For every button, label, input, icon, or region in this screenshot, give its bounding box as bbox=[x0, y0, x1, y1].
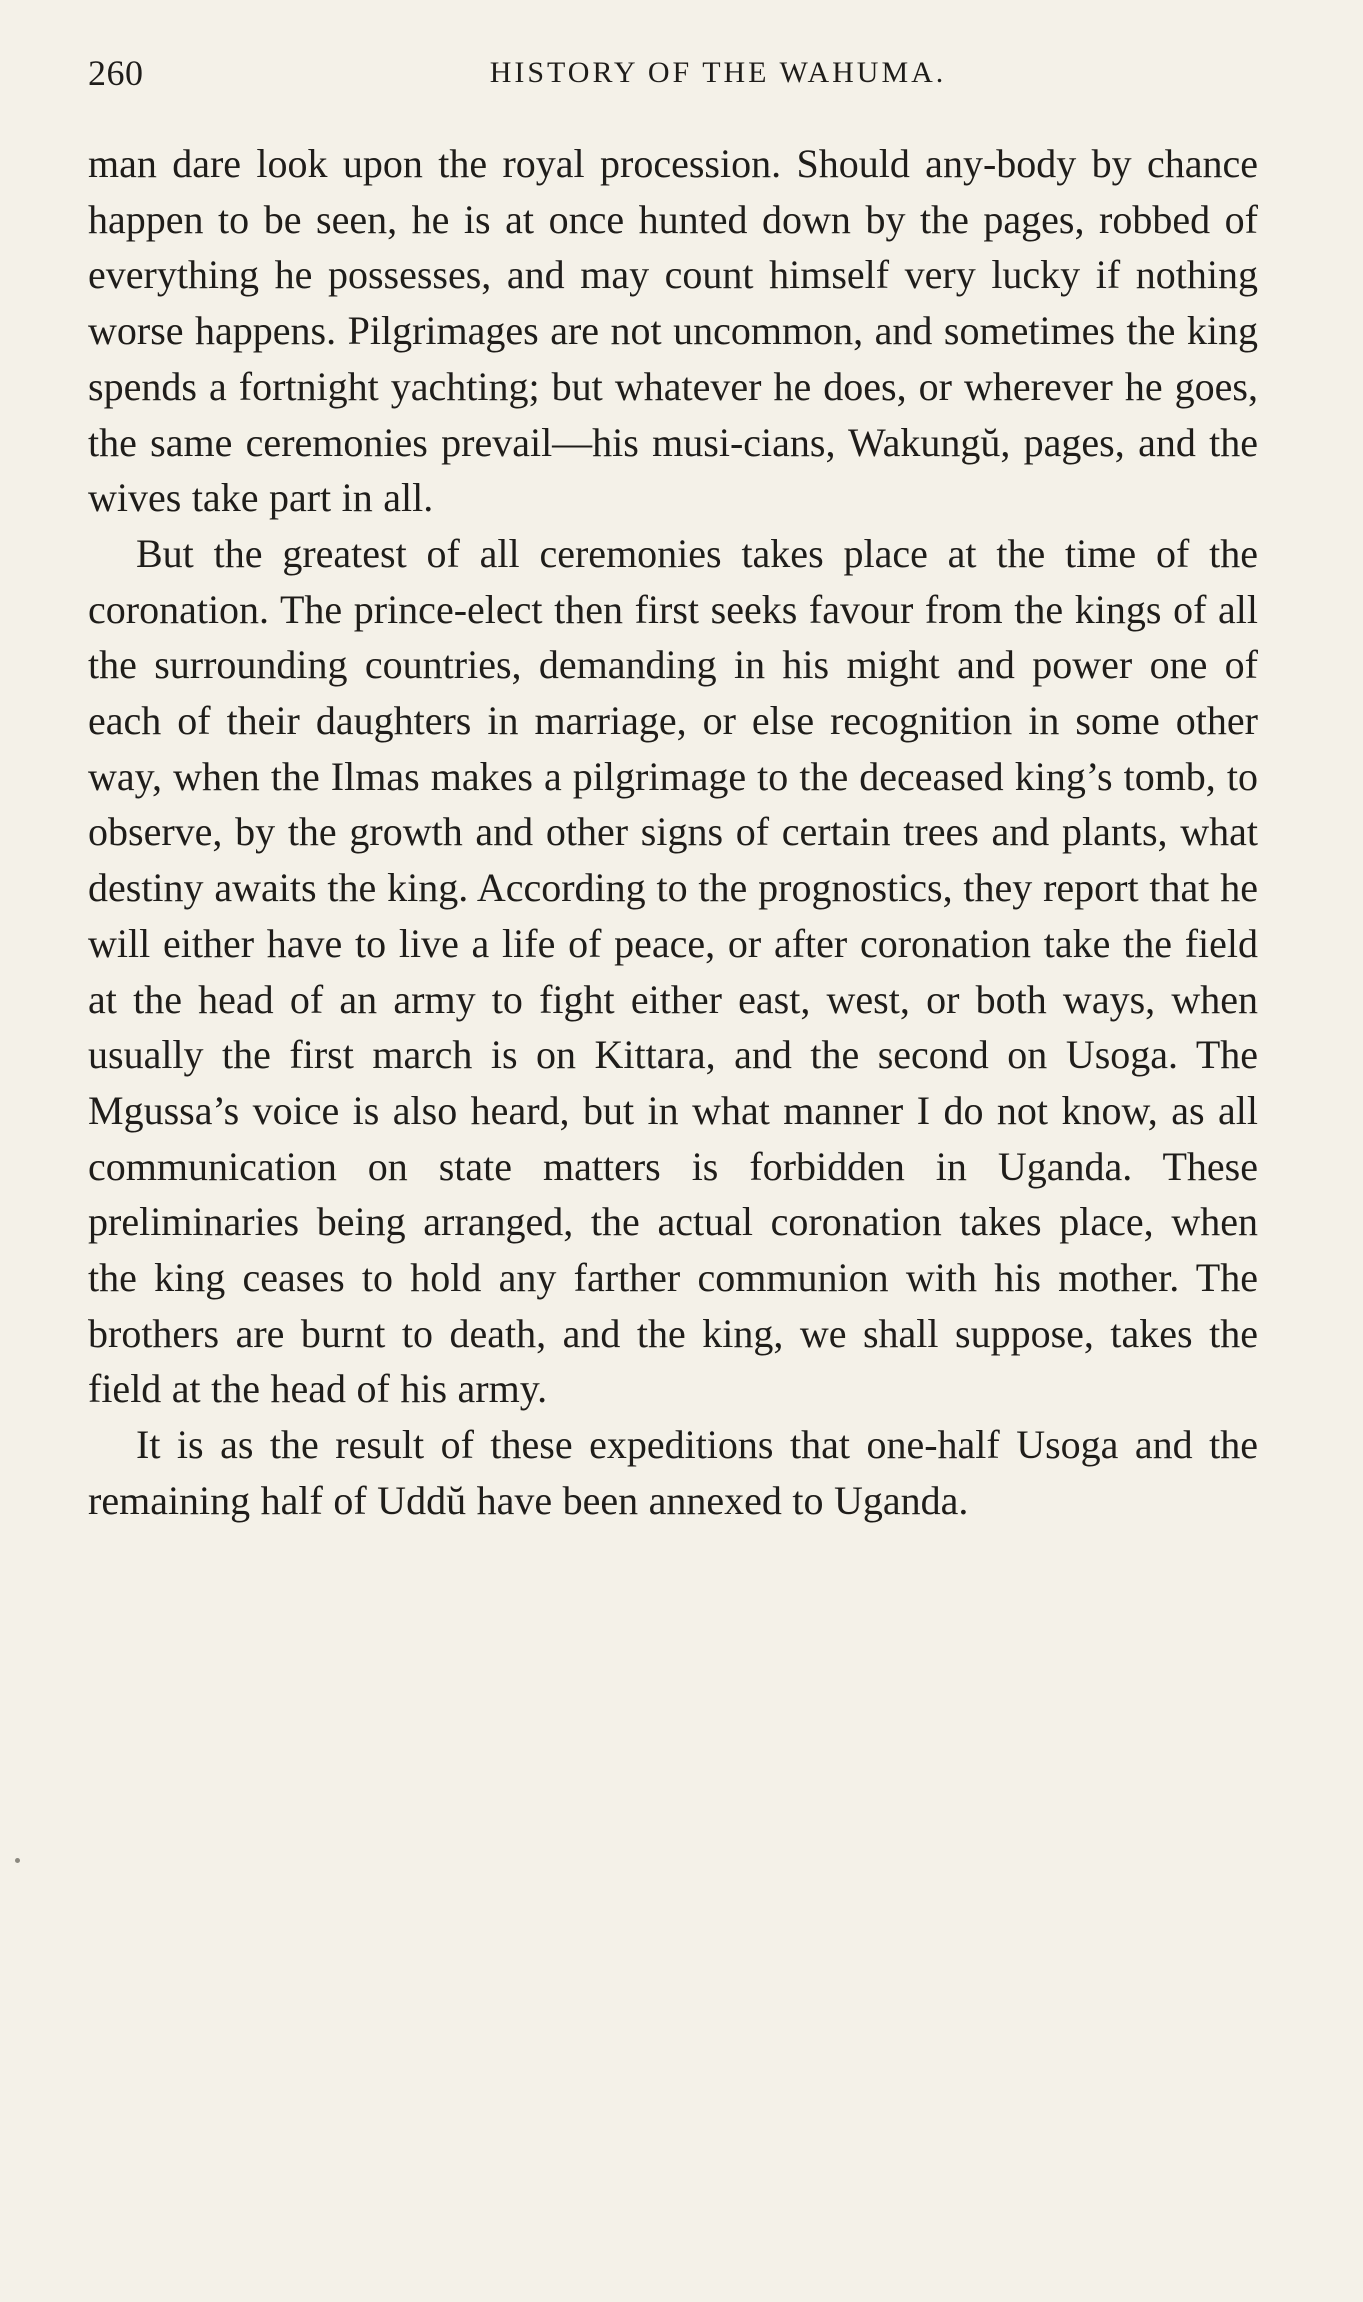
running-head bbox=[88, 48, 1263, 98]
paragraph-3: It is as the result of these expeditions that one-half Usoga and the remaining half of Uddŭ have been annexed to Uganda. bbox=[88, 1422, 1258, 1523]
paragraph-1: man dare look upon the royal procession. Should any-body by chance happen to be seen, he is at once hunted down by the pages, robbed of everything he possesses, and may count himself very lucky if nothing worse happens. Pilgrimages are not uncommon, and sometimes the king spends a fortnight yachting; but whatever he does, or wherever he goes, the same ceremonies prevail—his musi-cians, Wakungŭ, pages, and the wives take part in all. bbox=[88, 141, 1258, 521]
paragraph-2: But the greatest of all ceremonies takes place at the time of the coronation. The prince-elect then first seeks favour from the kings of all the surrounding countries, demanding in his might and power one of each of their daughters in marriage, or else recognition in some other way, when the Ilmas makes a pilgrimage to the deceased king’s tomb, to observe, by the growth and other signs of certain trees and plants, what destiny awaits the king. According to the prognostics, they report that he will either have to live a life of peace, or after coronation take the field at the head of an army to fight either east, west, or both ways, when usually the first march is on Kittara, and the second on Usoga. The Mgussa’s voice is also heard, but in what manner I do not know, as all communication on state matters is forbidden in Uganda. These preliminaries being arranged, the actual coronation takes place, when the king ceases to hold any farther communion with his mother. The brothers are burnt to death, and the king, we shall suppose, takes the field at the head of his army. bbox=[88, 530, 1258, 1412]
body-text bbox=[88, 136, 1258, 1529]
running-title: HISTORY OF THE WAHUMA. bbox=[489, 56, 947, 89]
margin-speck bbox=[15, 1858, 20, 1863]
page-number: 260 bbox=[88, 53, 144, 93]
